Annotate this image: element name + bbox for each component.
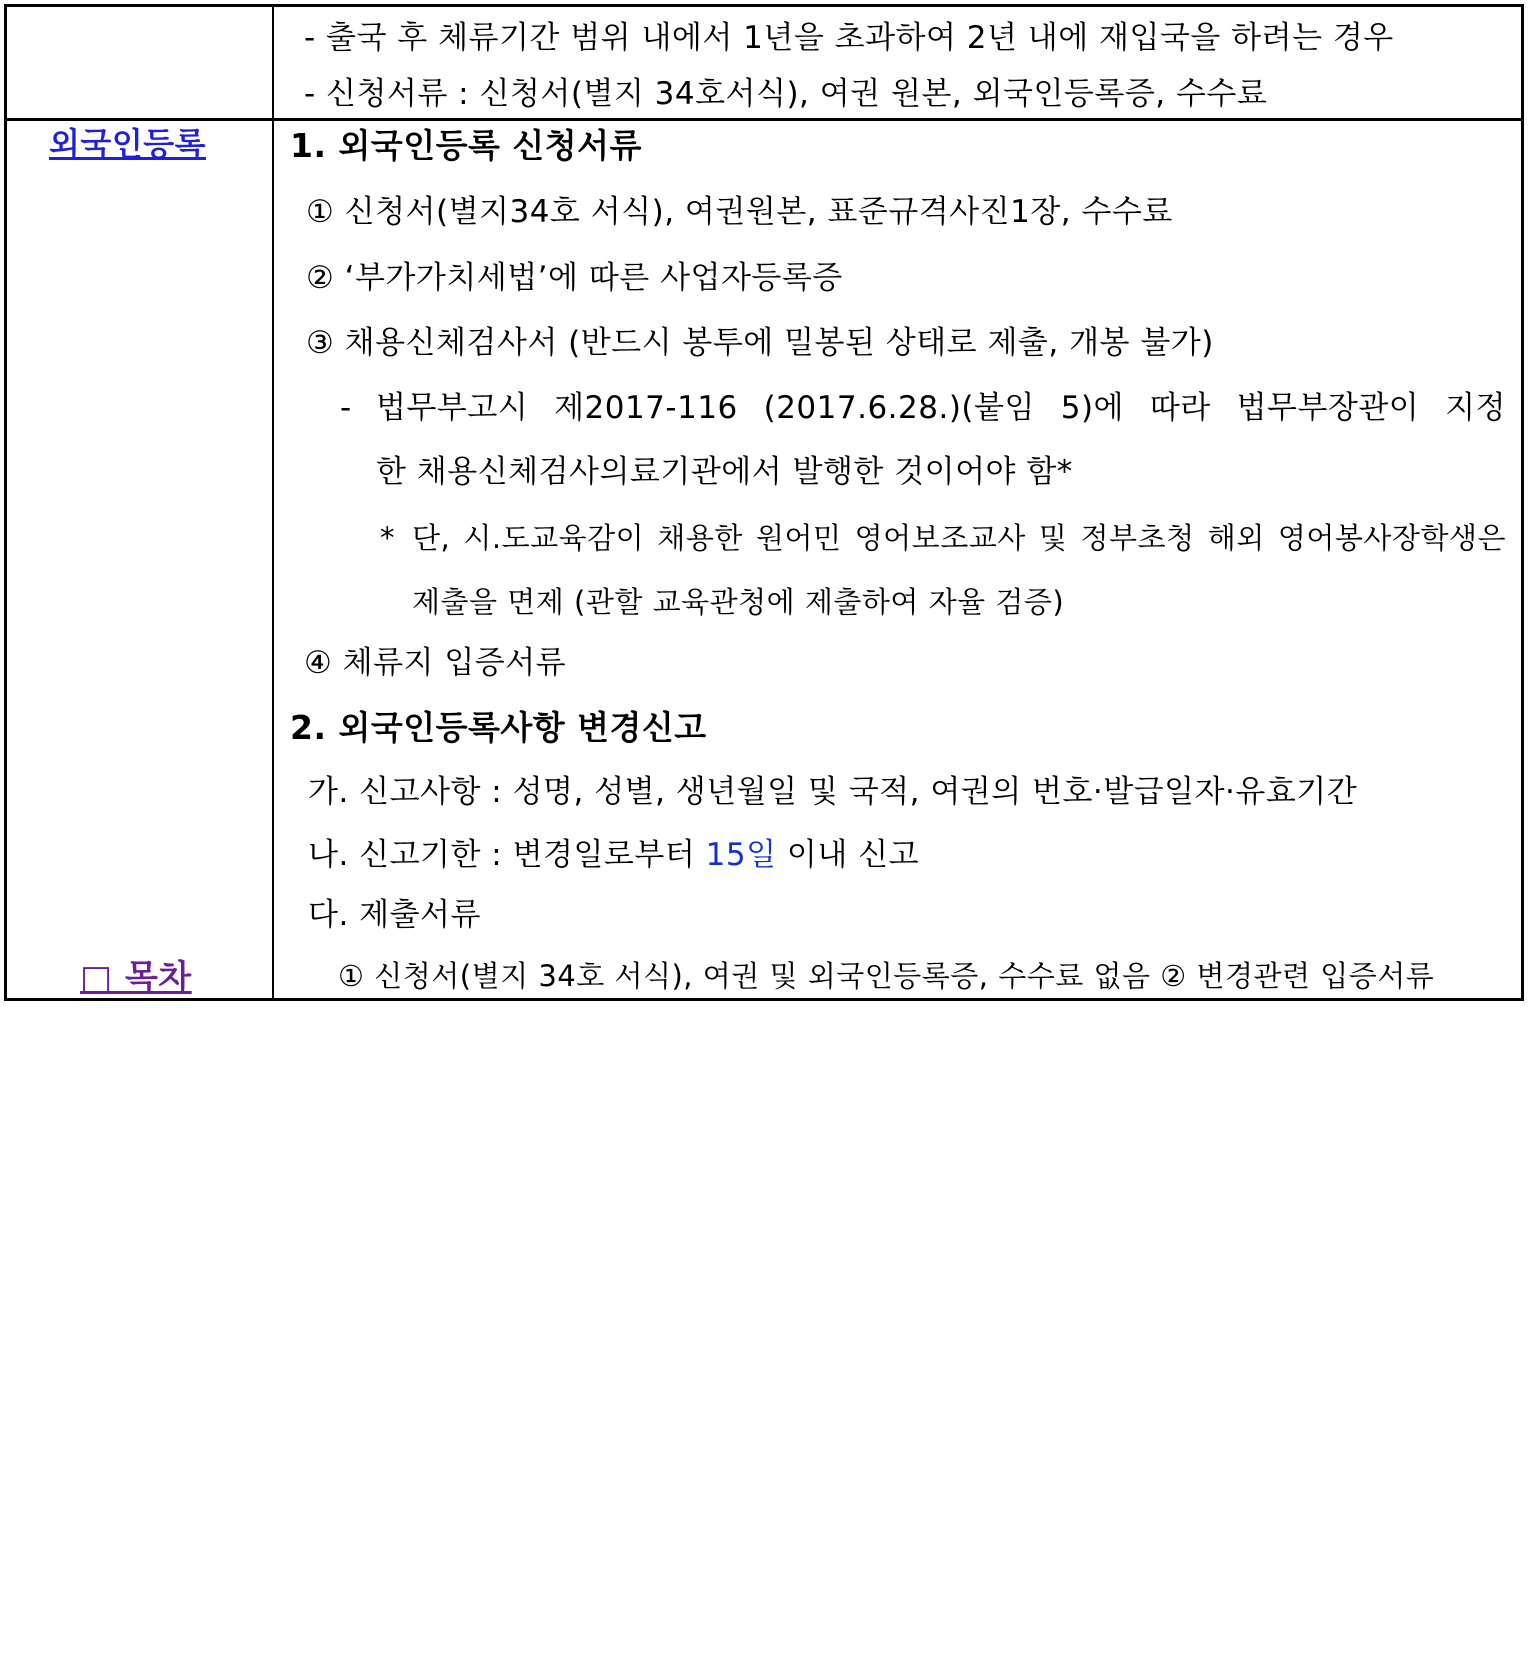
table-border-top [4, 4, 1524, 7]
table-border-bottom [4, 998, 1524, 1001]
deadline-suffix: 이내 신고 [776, 837, 920, 873]
submission-docs-label: 다. 제출서류 [308, 897, 481, 933]
note-line-1: 단, 시.도교육감이 채용한 원어민 영어보조교사 및 정부초청 해외 영어봉사장학생은 [412, 521, 1506, 555]
reentry-condition-line: - 출국 후 체류기간 범위 내에서 1년을 초과하여 2년 내에 재입국을 하려는 경우 [304, 20, 1394, 56]
row-divider [4, 118, 1524, 121]
sub-item-line-2: 한 채용신체검사의료기관에서 발행한 것이어야 함* [376, 454, 1073, 490]
sub-dash: - [340, 390, 352, 426]
column-divider [272, 4, 274, 1001]
section2-heading: 2. 외국인등록사항 변경신고 [290, 708, 707, 747]
table-of-contents-link[interactable]: □ 목차 [80, 958, 192, 998]
submission-docs-list: ① 신청서(별지 34호 서식), 여권 및 외국인등록증, 수수료 없음 ② 변경관련 입증서류 [338, 959, 1435, 993]
section1-item-3: ③ 채용신체검사서 (반드시 봉투에 밀봉된 상태로 제출, 개봉 불가) [306, 325, 1214, 361]
sub-item-line-1: 법무부고시 제2017-116 (2017.6.28.)(붙임 5)에 따라 법무부장관이 지정 [376, 390, 1506, 426]
section1-item-2: ② ‘부가가치세법’에 따른 사업자등록증 [306, 260, 843, 296]
foreigner-registration-link[interactable]: 외국인등록 [49, 125, 207, 163]
note-line-2: 제출을 면제 (관할 교육관청에 제출하여 자율 검증) [412, 585, 1065, 619]
deadline-days: 15일 [705, 837, 777, 873]
table-border-left [4, 4, 7, 1001]
table-border-right [1521, 4, 1524, 1001]
report-items-line: 가. 신고사항 : 성명, 성별, 생년월일 및 국적, 여권의 번호·발급일자·유효기간 [308, 774, 1358, 810]
section1-heading: 1. 외국인등록 신청서류 [290, 126, 642, 165]
report-deadline-line [308, 835, 919, 875]
reentry-documents-line: - 신청서류 : 신청서(별지 34호서식), 여권 원본, 외국인등록증, 수수료 [304, 76, 1268, 112]
section1-item-1: ① 신청서(별지34호 서식), 여권원본, 표준규격사진1장, 수수료 [306, 194, 1173, 230]
section1-item-4: ④ 체류지 입증서류 [304, 645, 567, 681]
note-star: * [380, 521, 395, 555]
deadline-prefix: 나. 신고기한 : 변경일로부터 [308, 837, 706, 873]
